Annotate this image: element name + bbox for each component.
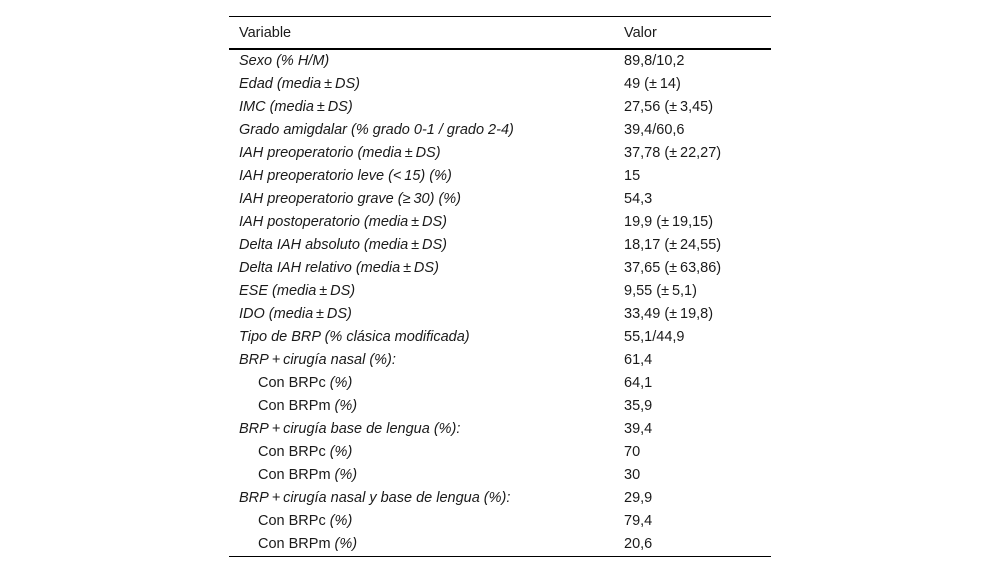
subgroup-unit: (%): [330, 398, 358, 414]
value-cell: 39,4/60,6: [624, 122, 685, 138]
table-row: [229, 372, 771, 395]
data-table-container: [229, 16, 771, 557]
table-header-row: [229, 17, 771, 50]
table-row: [229, 49, 771, 73]
variable-label: IAH postoperatorio (media ± DS): [239, 214, 447, 230]
table-body: [229, 49, 771, 557]
variable-label: IMC (media ± DS): [239, 99, 353, 115]
variable-label: Tipo de BRP (% clásica modificada): [239, 329, 470, 345]
table-row: [229, 119, 771, 142]
subgroup-label: Con BRPc: [258, 375, 326, 391]
table-row: [229, 73, 771, 96]
variable-label: IDO (media ± DS): [239, 306, 352, 322]
table-row: [229, 188, 771, 211]
value-cell: 20,6: [614, 533, 771, 557]
value-cell: 30: [624, 467, 641, 483]
variable-label: BRP + cirugía base de lengua (%):: [239, 421, 461, 437]
table-row: [229, 349, 771, 372]
value-cell: 54,3: [624, 191, 653, 207]
table-row: [229, 418, 771, 441]
variable-label: Grado amigdalar (% grado 0-1 / grado 2-4): [239, 122, 514, 138]
value-cell: 64,1: [624, 375, 653, 391]
value-cell: 15: [624, 168, 641, 184]
subgroup-label: Con BRPc: [258, 444, 326, 460]
variable-label: Edad (media ± DS): [239, 76, 360, 92]
table-row: [229, 395, 771, 418]
value-cell: 29,9: [624, 490, 653, 506]
variable-label: Sexo (% H/M): [239, 53, 330, 69]
variable-label: IAH preoperatorio grave (≥ 30) (%): [239, 191, 462, 207]
subgroup-label-cell: [229, 395, 614, 418]
table-row: [229, 211, 771, 234]
table-row: [229, 303, 771, 326]
subgroup-unit: (%): [325, 444, 353, 460]
value-cell: 89,8/10,2: [624, 53, 685, 69]
table-row: [229, 326, 771, 349]
subgroup-label-cell: [229, 372, 614, 395]
variable-label: IAH preoperatorio leve (< 15) (%): [239, 168, 452, 184]
subgroup-label-cell: [229, 510, 614, 533]
table-row: [229, 280, 771, 303]
table-row: [229, 234, 771, 257]
table-row: [229, 487, 771, 510]
subgroup-label: Con BRPm: [258, 536, 331, 552]
value-cell: 55,1/44,9: [624, 329, 685, 345]
subgroup-label: Con BRPc: [258, 513, 326, 529]
results-table: [229, 16, 771, 557]
subgroup-label-cell: [229, 441, 614, 464]
value-cell: 79,4: [624, 513, 653, 529]
value-cell: 49 (± 14): [624, 76, 681, 92]
value-cell: 61,4: [624, 352, 653, 368]
variable-label: BRP + cirugía nasal y base de lengua (%):: [239, 490, 511, 506]
value-cell: 18,17 (± 24,55): [624, 237, 722, 253]
variable-label: Delta IAH relativo (media ± DS): [239, 260, 439, 276]
header-value: Valor: [614, 17, 771, 50]
table-row: [229, 441, 771, 464]
subgroup-label: Con BRPm: [258, 398, 331, 414]
subgroup-unit: (%): [325, 375, 353, 391]
subgroup-unit: (%): [325, 513, 353, 529]
subgroup-label-cell: [229, 533, 614, 557]
variable-label: ESE (media ± DS): [239, 283, 356, 299]
value-cell: 9,55 (± 5,1): [624, 283, 697, 299]
header-variable: Variable: [229, 17, 614, 50]
variable-label: IAH preoperatorio (media ± DS): [239, 145, 441, 161]
value-cell: 39,4: [624, 421, 653, 437]
subgroup-label-cell: [229, 464, 614, 487]
table-row: [229, 257, 771, 280]
variable-label: Delta IAH absoluto (media ± DS): [239, 237, 447, 253]
table-row: [229, 142, 771, 165]
value-cell: 27,56 (± 3,45): [624, 99, 714, 115]
subgroup-unit: (%): [330, 467, 358, 483]
table-row: [229, 165, 771, 188]
variable-label: BRP + cirugía nasal (%):: [239, 352, 396, 368]
value-cell: 33,49 (± 19,8): [624, 306, 714, 322]
subgroup-unit: (%): [330, 536, 358, 552]
value-cell: 35,9: [624, 398, 653, 414]
value-cell: 70: [624, 444, 641, 460]
table-row: [229, 533, 771, 557]
subgroup-label: Con BRPm: [258, 467, 331, 483]
table-row: [229, 96, 771, 119]
table-row: [229, 464, 771, 487]
value-cell: 37,78 (± 22,27): [624, 145, 722, 161]
value-cell: 19,9 (± 19,15): [624, 214, 714, 230]
table-row: [229, 510, 771, 533]
value-cell: 37,65 (± 63,86): [624, 260, 722, 276]
